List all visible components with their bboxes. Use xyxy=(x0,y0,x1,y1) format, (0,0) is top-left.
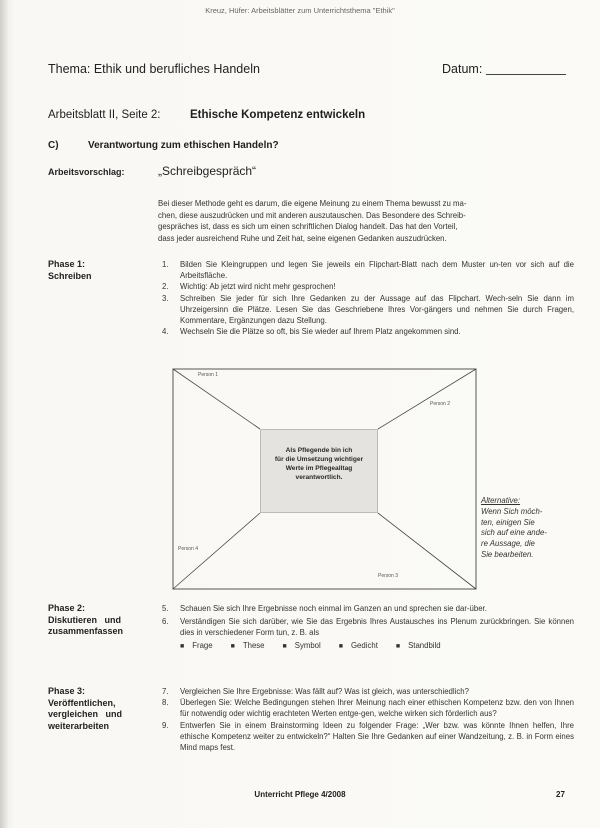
date-blank-line xyxy=(486,74,566,75)
date-label: Datum: xyxy=(442,62,483,76)
intro-line: chen, diese auszudrücken und mit anderen auszutauschen. Das Besondere des Schreib- xyxy=(158,210,466,220)
person-label: Person 3 xyxy=(378,573,399,579)
phase1-subtitle: Schreiben xyxy=(48,270,92,281)
center-text-line: für die Umsetzung wichtiger xyxy=(274,456,364,463)
alternative-line: sich auf eine ande- xyxy=(481,528,547,538)
phase2-label xyxy=(48,603,123,638)
phase1-title: Phase 1: xyxy=(48,259,86,269)
footer-journal-title: Unterricht Pflege 4/2008 xyxy=(254,790,346,799)
sheet-title: Ethische Kompetenz entwickeln xyxy=(190,109,366,121)
form-option: ■ Frage xyxy=(180,640,213,652)
form-option: ■ Gedicht xyxy=(339,640,378,652)
phase2-subtitle: zusammenfassen xyxy=(48,626,124,636)
flipchart-diagram xyxy=(172,368,477,590)
person-label: Person 1 xyxy=(198,372,219,378)
person-label: Person 4 xyxy=(178,546,199,552)
list-item: 2. Wichtig: Ab jetzt wird nicht mehr gesprochen! xyxy=(162,282,336,292)
center-statement-box xyxy=(260,429,378,513)
phase3-title: Phase 3: xyxy=(48,686,86,696)
list-item: 4. Wechseln Sie die Plätze so oft, bis Sie wieder auf Ihrem Platz angekommen sind. xyxy=(162,327,461,337)
alternative-note xyxy=(481,496,576,561)
alternative-line: Wenn Sich möch- xyxy=(481,506,543,516)
phase1-label xyxy=(48,259,92,282)
section-title: Verantwortung zum ethischen Handeln? xyxy=(88,140,279,151)
page-binding-edge xyxy=(0,0,8,828)
alternative-line: re Aussage, die xyxy=(481,539,535,549)
intro-line: Bei dieser Methode geht es darum, die eigene Meinung zu einem Thema bewusst zu ma- xyxy=(158,199,467,208)
list-item: 8. Überlegen Sie: Welche Bedingungen stehen Ihrer Meinung nach einer ethischen Kompetenz bzw. den von Ihnen für notwendig oder wichtig erachteten Werten entge-gen, welche wirken sich förderlich aus? xyxy=(162,698,574,719)
phase3-subtitle: vergleichen und xyxy=(48,709,123,719)
phase2-list xyxy=(162,603,574,652)
proposal-value: „Schreibgespräch“ xyxy=(158,164,257,178)
center-text-line: verantwortlich. xyxy=(295,474,343,481)
list-item: 6. Verständigen Sie sich darüber, wie Sie das Ergebnis Ihres Austausches ins Plenum zurückbringen. Sie können dies in verschiedener Form tun, z. B. als xyxy=(162,617,574,638)
form-option: ■ Standbild xyxy=(396,640,441,652)
phase3-subtitle: weiterarbeiten xyxy=(48,720,110,731)
running-header: Kreuz, Hüfer: Arbeitsblätter zum Unterrichtsthema "Ethik" xyxy=(205,6,395,15)
list-item: 3. Schreiben Sie jeder für sich Ihre Gedanken zu der Aussage auf das Flipchart. Wech-seln Sie dann im Uhrzeigersinn die Plätze. Lesen Sie das Geschriebene Ihres Vor-gängers und nehmen Sie durch Fragen, Kommentare, Ergänzungen dazu Stellung. xyxy=(162,293,574,326)
person-label: Person 2 xyxy=(430,401,451,407)
list-item: 9. Entwerfen Sie in einem Brainstorming Ideen zu folgender Frage: „Wer bzw. was könnte Ihnen helfen, Ihre ethische Kompetenz weiter zu entwickeln?“ Halten Sie Ihre Gedanken auf einer Wandzeitung, z. B. in Form eines Mind maps fest. xyxy=(162,720,574,753)
list-item: 5. Schauen Sie sich Ihre Ergebnisse noch einmal im Ganzen an und sprechen sie dar-über. xyxy=(162,604,487,613)
intro-line: dass jeder ausreichend Ruhe und Zeit hat, seine eigenen Gedanken auszudrücken. xyxy=(158,233,447,243)
sheet-label: Arbeitsblatt II, Seite 2: xyxy=(48,109,161,121)
center-text-line: Als Pflegende bin ich xyxy=(285,447,353,454)
alternative-line: ten, einigen Sie xyxy=(481,517,535,527)
list-item: 1. Bilden Sie Kleingruppen und legen Sie jeweils ein Flipchart-Blatt nach dem Muster un-ten vor sich auf die Arbeitsfläche. xyxy=(162,260,574,281)
phase1-list xyxy=(162,259,574,337)
section-label: C) xyxy=(48,140,59,151)
phase3-subtitle: Veröffentlichen, xyxy=(48,697,116,708)
proposal-label: Arbeitsvorschlag: xyxy=(48,167,125,177)
form-option: ■ Symbol xyxy=(283,640,321,652)
intro-line: gespräches ist, dass es sich um einen schriftlichen Dialog handelt. Das hat den Vorteil, xyxy=(158,222,458,232)
topic-heading: Thema: Ethik und berufliches Handeln xyxy=(48,62,260,76)
center-text-line: Werte im Pflegealltag xyxy=(285,465,353,472)
form-option: ■ These xyxy=(231,640,265,652)
phase3-list xyxy=(162,686,574,753)
list-item: 7. Vergleichen Sie Ihre Ergebnisse: Was fällt auf? Was ist gleich, was unterschiedlich? xyxy=(162,687,469,696)
phase3-label xyxy=(48,686,122,732)
forms-list xyxy=(162,640,574,652)
alternative-line: Sie bearbeiten. xyxy=(481,549,534,559)
phase2-subtitle: Diskutieren und xyxy=(48,614,122,625)
page-number: 27 xyxy=(556,790,565,799)
intro-paragraph xyxy=(158,198,568,244)
phase2-title: Phase 2: xyxy=(48,603,86,613)
alternative-heading: Alternative: xyxy=(481,496,521,505)
